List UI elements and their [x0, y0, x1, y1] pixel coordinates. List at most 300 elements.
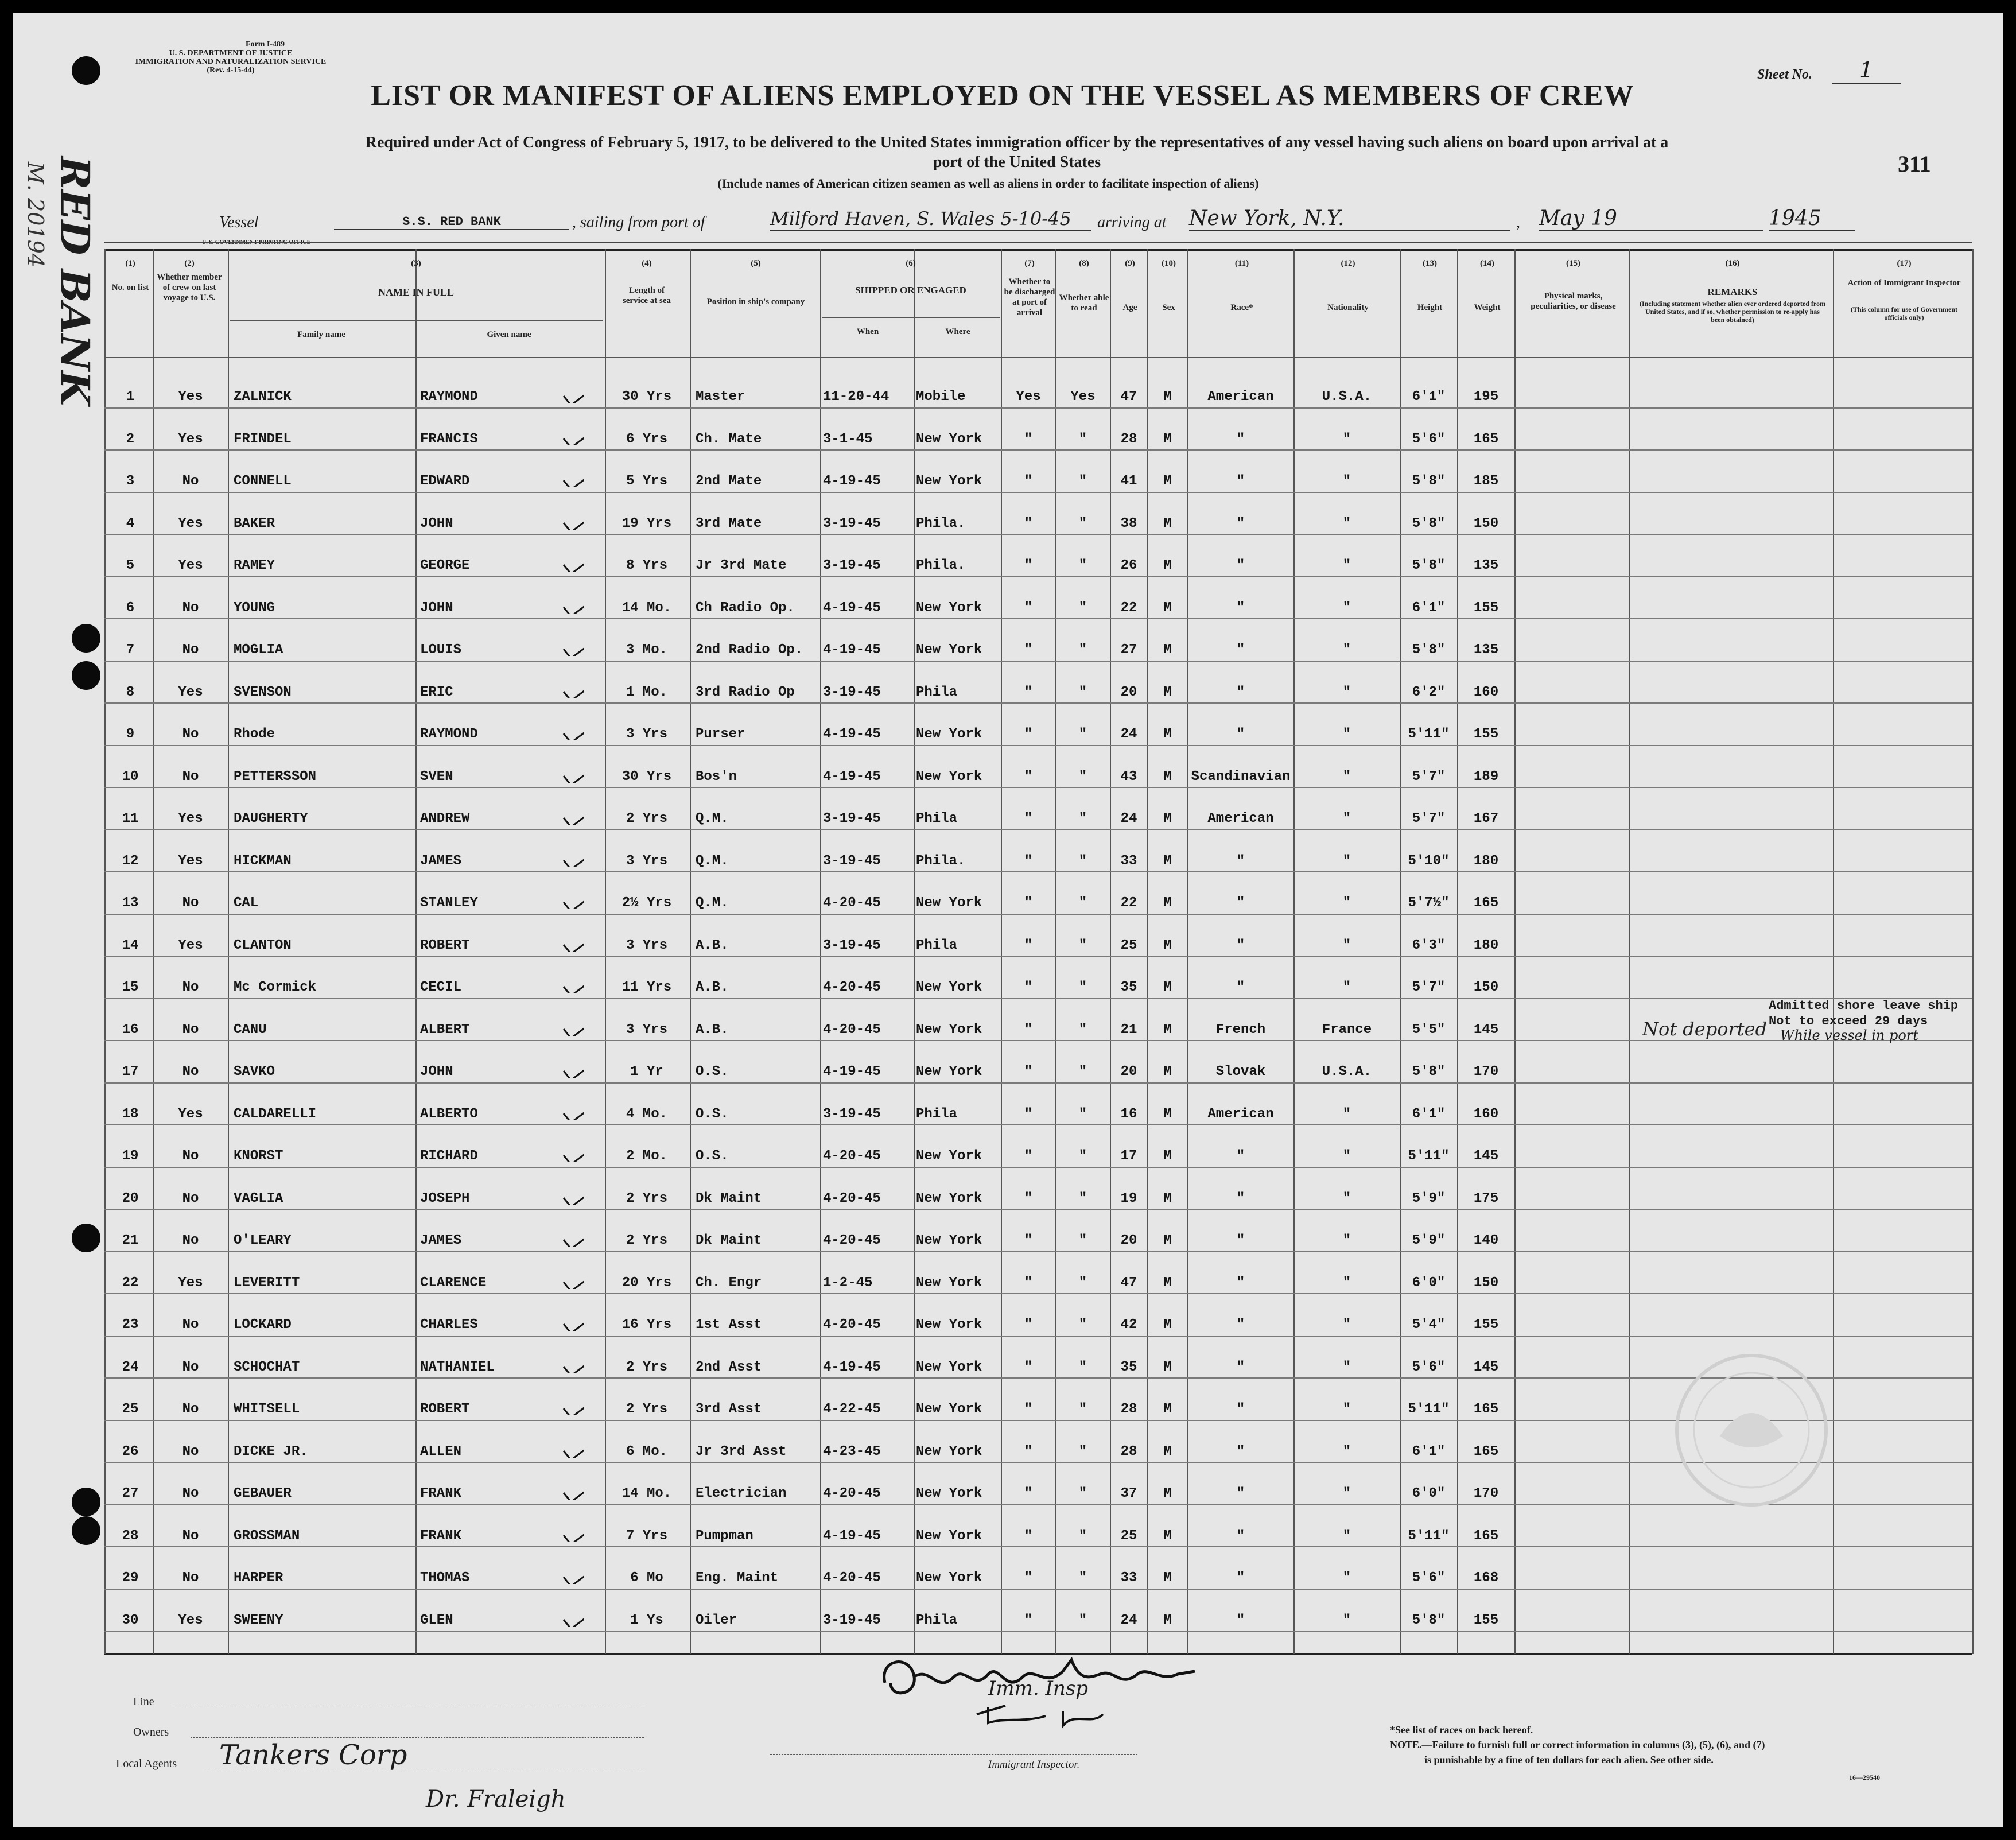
col4-label: Length of service at sea [622, 286, 671, 305]
page-stamp: 311 [1898, 151, 1931, 177]
cell-height: 6'1" [1412, 1106, 1446, 1122]
col6-num: (6) [906, 259, 916, 268]
cell-family: YOUNG [234, 600, 275, 616]
cell-height: 5'11" [1408, 727, 1450, 742]
cell-nat: " [1342, 1148, 1351, 1164]
cell-where: New York [916, 1443, 982, 1459]
cell-family: ZALNICK [234, 389, 292, 405]
col17-num: (17) [1897, 259, 1912, 268]
arrival-date: May 19 [1539, 207, 1763, 231]
row-rule [104, 787, 1972, 788]
cell-height: 5'8" [1412, 473, 1446, 489]
footer-line-label: Line [133, 1695, 154, 1708]
cell-family: CONNELL [234, 473, 292, 489]
cell-race: " [1236, 1148, 1245, 1164]
cell-age: 38 [1120, 515, 1137, 531]
cell-age: 25 [1120, 937, 1137, 953]
cell-given: STANLEY [420, 895, 478, 911]
cell-when: 3-19-45 [823, 853, 881, 869]
check-mark-icon [561, 639, 584, 656]
cell-where: New York [916, 1190, 982, 1206]
cell-height: 5'9" [1412, 1190, 1446, 1206]
cell-read: " [1078, 558, 1087, 573]
punch-hole [72, 1224, 100, 1252]
cell-nat: " [1342, 1275, 1351, 1291]
check-mark-icon [561, 1272, 584, 1289]
cell-weight: 155 [1473, 727, 1499, 742]
sheet-label: Sheet No. [1757, 67, 1812, 82]
cell-given: RAYMOND [420, 727, 478, 742]
cell-service: 7 Yrs [626, 1528, 667, 1544]
cell-height: 6'3" [1412, 937, 1446, 953]
cell-sex: M [1163, 642, 1172, 658]
cell-no: 4 [126, 515, 135, 531]
subtitle [139, 133, 1895, 172]
cell-read: " [1078, 980, 1087, 995]
row-rule [104, 998, 1972, 999]
cell-last: No [182, 1022, 199, 1038]
cell-race: " [1236, 1190, 1245, 1206]
cell-where: New York [916, 980, 982, 995]
cell-disch: " [1024, 1612, 1033, 1628]
cell-service: 1 Yr [630, 1064, 663, 1080]
col10-label: Sex [1162, 303, 1175, 312]
cell-nat: " [1342, 1106, 1351, 1122]
cell-last: Yes [178, 1106, 203, 1122]
cell-height: 5'8" [1412, 515, 1446, 531]
cell-last: No [182, 1359, 199, 1375]
cell-age: 33 [1120, 1570, 1137, 1586]
cell-sex: M [1163, 1443, 1172, 1459]
cell-service: 14 Mo. [621, 1486, 672, 1501]
cell-last: No [182, 1190, 199, 1206]
grid-column-line [1972, 249, 1974, 1654]
cell-nat: " [1342, 1359, 1351, 1375]
cell-height: 5'4" [1412, 1317, 1446, 1333]
check-mark-icon [561, 513, 584, 530]
cell-position: Dk Maint [696, 1233, 762, 1248]
races-note: *See list of races on back hereof. [1390, 1724, 1533, 1736]
cell-height: 5'11" [1408, 1402, 1450, 1417]
grid-column-line [1457, 249, 1458, 1654]
cell-weight: 170 [1473, 1486, 1499, 1501]
cell-family: HARPER [234, 1570, 283, 1586]
cell-last: No [182, 1402, 199, 1417]
cell-height: 5'8" [1412, 558, 1446, 573]
cell-no: 8 [126, 684, 135, 700]
cell-position: Ch. Engr [696, 1275, 762, 1291]
cell-read: " [1078, 1402, 1087, 1417]
col8-num: (8) [1079, 259, 1089, 268]
cell-when: 4-20-45 [823, 1022, 881, 1038]
cell-given: ROBERT [420, 1402, 470, 1417]
punch-hole [72, 624, 100, 653]
cell-position: Jr 3rd Asst [696, 1443, 787, 1459]
cell-position: A.B. [696, 1022, 729, 1038]
cell-service: 6 Mo. [626, 1443, 667, 1459]
cell-height: 5'7" [1412, 980, 1446, 995]
cell-where: New York [916, 473, 982, 489]
col3-family: Family name [297, 330, 345, 339]
vessel-label: Vessel [219, 213, 259, 231]
cell-given: JOHN [420, 515, 453, 531]
cell-given: GEORGE [420, 558, 470, 573]
cell-given: ALBERT [420, 1022, 470, 1038]
cell-disch: " [1024, 1402, 1033, 1417]
cell-position: Q.M. [696, 811, 729, 826]
cell-disch: " [1024, 473, 1033, 489]
cell-race: American [1207, 811, 1274, 826]
subtitle-line2: port of the United States [933, 153, 1101, 171]
cell-where: New York [916, 1528, 982, 1544]
check-mark-icon [561, 1441, 584, 1458]
cell-age: 17 [1120, 1148, 1137, 1164]
cell-position: 3rd Asst [696, 1402, 762, 1417]
cell-given: FRANK [420, 1486, 462, 1501]
cell-height: 5'10" [1408, 853, 1450, 869]
cell-disch: " [1024, 1570, 1033, 1586]
cell-sex: M [1163, 937, 1172, 953]
arriving-label: arriving at [1097, 213, 1167, 231]
cell-no: 7 [126, 642, 135, 658]
cell-family: SVENSON [234, 684, 292, 700]
cell-age: 22 [1120, 600, 1137, 616]
cell-no: 14 [122, 937, 139, 953]
manifest-sheet: Form I-489 U. S. DEPARTMENT OF JUSTICE IMMIGRATION AND NATURALIZATION SERVICE (Rev. 4-15-44) Sheet No. 1 LIST OR MANIFEST OF ALIENS EMPLOYED ON THE VESSEL AS MEMBERS OF CREW Required under Act of Congress of February 5, 1917, to be delivered to the United States immigration officer by the representatives of any vessel having such aliens on board upon arrival at a port of the United States (Include names of American citizen seamen as well as aliens in order to facilitate inspection of aliens) 311 Vessel S.S. RED BANK , sailing from port of Milford Haven, S. Wales 5-10-45 arriving at New York, N.Y. , May 19 1945 RED BANK M. 20194 (1) No. on list (2) Whether member of crew on last voyage to U.S. (3) NAME IN FULL Family name Given name (4) Length of service at sea (5) Position in ship's company (6) SHIPPED OR ENGAGED When Where (7) Whether to be discharged at port of arrival (8) Whether able to read (9) Age (10) Sex (11) Race* (12) Nationality (13) Height (14) Weight (15) Physical marks, peculiarities, or disease (16) REMARKS (Including statement whether alien ever ordered deported from United States, and if so, whether permission to re-apply has been obtained) (17) Action of Immigrant Inspector (This column for use of Government officials only) 1 Yes ZALNICK RAYMOND 30 Yrs Master 11-20-44 Mobile Yes Yes 47 M American U.S.A. 6'1" 195 2 Yes FRINDEL FRANCIS 6 Yrs Ch. Mate 3-1-45 New York " " 28 M " " 5'6" 165 3 No CONNELL EDWARD 5 Yrs 2nd Mate 4-19-45 New York " " 41 M " " 5'8" 185 4 Yes BAKER JOHN 19 Yrs 3rd Mate 3-19-45 Phila. " " 38 M " " 5'8" 150 5 Yes RAMEY GEORGE 8 Yrs Jr 3rd Mate 3-19-45 Phila. " " 26 M " " 5'8" 135 6 No YOUNG JOHN 14 Mo. Ch Radio Op. 4-19-45 New York " " 22 M " " 6'1" 155 7 No MOGLIA LOUIS 3 Mo. 2nd Radio Op. 4-19-45 New York " " 27 M " " 5'8" 135 8 Yes SVENSON ERIC 1 Mo. 3rd Radio Op 3-19-45 Phila " " 20 M " " 6'2" 160 9 No Rhode RAYMOND 3 Yrs Purser 4-19-45 New York " " 24 M " " 5'11" 155 10 No PETTERSSON SVEN 30 Yrs Bos'n 4-19-45 New York " " 43 M Scandinavian " 5'7" 189 11 Yes DAUGHERTY ANDREW 2 Yrs Q.M. 3-19-45 Phila " " 24 M American " 5'7" 167 12 Yes HICKMAN JAMES 3 Yrs Q.M. 3-19-45 Phila. " " 33 M " " 5'10" 180 13 No CAL STANLEY 2½ Yrs Q.M. 4-20-45 New York " " 22 M " " 5'7½" 165 14 Yes CLANTON ROBERT 3 Yrs A.B. 3-19-45 Phila " " 25 M " " 6'3" 180 15 No Mc Cormick CECIL 11 Yrs A.B. 4-20-45 New York " " 35 M " " 5'7" 150 16 No CANU ALBERT 3 Yrs A.B. 4-20-45 New York " " 21 M French France 5'5" 145 17 No SAVKO JOHN 1 Yr O.S. 4-19-45 New York " " 20 M Slovak U.S.A. 5'8" 170 18 Yes CALDARELLI ALBERTO 4 Mo. O.S. 3-19-45 Phila " " 16 M American " 6'1" 160 19 No KNORST RICHARD 2 Mo. O.S. 4-20-45 New York " " 17 M " " 5'11" 145 20 No VAGLIA JOSEPH 2 Yrs Dk Maint 4-20-45 New York " " 19 M " " 5'9" 175 21 No O'LEARY JAMES 2 Yrs Dk Maint 4-20-45 New York " " 20 M " " 5'9" 140 22 Yes LEVERITT CLARENCE 20 Yrs Ch. Engr 1-2-45 New York " " 47 M " " 6'0" 150 23 No LOCKARD CHARLES 16 Yrs 1st Asst 4-20-45 New York " " 42 M " " 5'4" 155 24 No SCHOCHAT NATHANIEL 2 Yrs 2nd Asst 4-19-45 New York " " 35 M " " 5'6" 145 25 No WHITSELL ROBERT 2 Yrs 3rd Asst 4-22-45 New York " " 28 M " " 5'11" 165 26 No DICKE JR. ALLEN 6 Mo. Jr 3rd Asst 4-23-45 New York " " 28 M " " 6'1" 165 27 No GEBAUER FRANK 14 Mo. Electrician 4-20-45 New York " " 37 M " " 6'0" 170 28 No GROSSMAN FRANK 7 Yrs Pumpman 4-19-45 New York " " 25 M " " 5'11" 165 29 No HARPER THOMAS 6 Mo Eng. Maint 4-20-45 New York " " 33 M " " 5'6" 168 30 Yes SWEENY GLEN 1 Ys Oiler 3-19-45 Phila " " 24 M " " 5'8" 155 Not deported Admitted shore leave ship Not to exceed 29 days While vessel in port Imm. Insp Line Owners Local Agents Tankers Corp Dr. Fraleigh Immigrant Inspector. *See list of races on back hereof. NOTE.—Failure to furnish full or correct information in columns (3), (5), (6), and (7) is punishable by a fine of ten dollars for each alien. See other side. 16—29540 [13, 13, 2003, 1827]
cell-given: JOHN [420, 600, 453, 616]
cell-race: " [1236, 727, 1245, 742]
cell-given: NATHANIEL [420, 1359, 495, 1375]
cell-age: 20 [1120, 684, 1137, 700]
grid-column-line [1187, 249, 1188, 1654]
cell-last: Yes [178, 1612, 203, 1628]
check-mark-icon [561, 1103, 584, 1120]
action-line1: Admitted shore leave ship [1769, 999, 1959, 1013]
check-mark-icon [561, 1482, 584, 1500]
cell-race: Slovak [1215, 1064, 1266, 1080]
cell-where: Phila. [916, 515, 966, 531]
check-mark-icon [561, 1356, 584, 1373]
col14-label: Weight [1474, 303, 1501, 312]
cell-last: No [182, 473, 199, 489]
page-title: LIST OR MANIFEST OF ALIENS EMPLOYED ON THE VESSEL AS MEMBERS OF CREW [371, 79, 1634, 112]
cell-age: 47 [1120, 389, 1137, 405]
cell-age: 41 [1120, 473, 1137, 489]
cell-where: New York [916, 1486, 982, 1501]
cell-position: A.B. [696, 980, 729, 995]
cell-weight: 180 [1473, 853, 1499, 869]
sailing-label: , sailing from port of [572, 213, 705, 231]
col1-num: (1) [125, 259, 135, 268]
cell-last: No [182, 1570, 199, 1586]
cell-sex: M [1163, 980, 1172, 995]
cell-height: 5'8" [1412, 1064, 1446, 1080]
cell-service: 30 Yrs [621, 389, 672, 405]
cell-height: 6'0" [1412, 1275, 1446, 1291]
subtitle-line1: Required under Act of Congress of February 5, 1917, to be delivered to the United States immigration officer by the representatives of any vessel having such aliens on board upon arrival at a [365, 134, 1669, 152]
cell-height: 6'1" [1412, 389, 1446, 405]
cell-service: 20 Yrs [621, 1275, 672, 1291]
cell-no: 22 [122, 1275, 139, 1291]
cell-sex: M [1163, 1275, 1172, 1291]
cell-sex: M [1163, 1486, 1172, 1501]
cell-no: 24 [122, 1359, 139, 1375]
col7-num: (7) [1024, 259, 1035, 268]
cell-when: 4-20-45 [823, 980, 881, 995]
cell-last: No [182, 1148, 199, 1164]
cell-disch: " [1024, 1190, 1033, 1206]
cell-position: 2nd Radio Op. [696, 642, 803, 658]
cell-sex: M [1163, 1233, 1172, 1248]
cell-family: SWEENY [234, 1612, 283, 1628]
check-mark-icon [561, 470, 584, 487]
cell-age: 24 [1120, 811, 1137, 826]
cell-where: New York [916, 727, 982, 742]
cell-read: " [1078, 1359, 1087, 1375]
cell-height: 6'0" [1412, 1486, 1446, 1501]
check-mark-icon [561, 1567, 584, 1584]
cell-no: 10 [122, 768, 139, 785]
cell-read: " [1078, 431, 1087, 447]
cell-sex: M [1163, 1317, 1172, 1333]
cell-when: 1-2-45 [823, 1275, 873, 1291]
cell-disch: " [1024, 431, 1033, 447]
cell-given: THOMAS [420, 1570, 470, 1586]
cell-age: 20 [1120, 1233, 1137, 1248]
row-rule [104, 449, 1972, 451]
print-code: 16—29540 [1849, 1773, 1880, 1781]
grid-column-line [1110, 249, 1111, 1654]
cell-given: FRANK [420, 1528, 462, 1544]
grid-column-line [1293, 249, 1295, 1654]
cell-weight: 175 [1473, 1190, 1499, 1206]
cell-race: " [1236, 1443, 1245, 1459]
cell-disch: Yes [1016, 389, 1041, 405]
cell-family: GEBAUER [234, 1486, 292, 1501]
col17-label: Action of Immigrant Inspector [1847, 278, 1961, 288]
row-rule [104, 492, 1972, 493]
cell-where: New York [916, 1570, 982, 1586]
cell-no: 27 [122, 1486, 139, 1501]
cell-read: " [1078, 895, 1087, 911]
cell-service: 3 Yrs [626, 727, 667, 742]
cell-weight: 145 [1473, 1359, 1499, 1375]
cell-race: " [1236, 1612, 1245, 1628]
cell-last: No [182, 727, 199, 742]
cell-height: 5'11" [1408, 1528, 1450, 1544]
cell-given: RAYMOND [420, 389, 478, 405]
cell-read: " [1078, 1106, 1087, 1122]
cell-family: SAVKO [234, 1064, 275, 1080]
cell-where: New York [916, 895, 982, 911]
footer-agents-label: Local Agents [116, 1757, 177, 1770]
grid-column-line [1055, 249, 1056, 1654]
port-from: Milford Haven, S. Wales 5-10-45 [770, 208, 1091, 231]
cell-weight: 150 [1473, 515, 1499, 531]
cell-sex: M [1163, 768, 1172, 785]
cell-height: 5'7" [1412, 768, 1446, 785]
row-rule [104, 1631, 1972, 1632]
col14-num: (14) [1480, 259, 1494, 268]
cell-sex: M [1163, 811, 1172, 826]
cell-nat: " [1342, 684, 1351, 700]
cell-service: 19 Yrs [621, 515, 672, 531]
check-mark-icon [561, 892, 584, 909]
cell-nat: " [1342, 811, 1351, 826]
cell-where: New York [916, 1275, 982, 1291]
cell-given: CLARENCE [420, 1275, 487, 1291]
cell-read: " [1078, 811, 1087, 826]
cell-family: CANU [234, 1022, 267, 1038]
cell-last: No [182, 895, 199, 911]
cell-disch: " [1024, 1443, 1033, 1459]
cell-read: " [1078, 768, 1087, 785]
cell-last: Yes [178, 937, 203, 953]
cell-age: 28 [1120, 1443, 1137, 1459]
cell-sex: M [1163, 853, 1172, 869]
cell-weight: 160 [1473, 684, 1499, 700]
cell-position: O.S. [696, 1064, 729, 1080]
cell-where: Phila [916, 811, 958, 826]
cell-no: 1 [126, 389, 135, 405]
cell-when: 4-22-45 [823, 1402, 881, 1417]
cell-when: 4-19-45 [823, 727, 881, 742]
vessel-name: S.S. RED BANK [334, 215, 569, 230]
cell-when: 3-19-45 [823, 684, 881, 700]
col2-label: Whether member of crew on last voyage to U.S. [157, 273, 222, 302]
cell-read: " [1078, 684, 1087, 700]
col11-label: Race* [1230, 303, 1253, 312]
cell-when: 3-19-45 [823, 558, 881, 573]
cell-sex: M [1163, 1359, 1172, 1375]
cell-disch: " [1024, 895, 1033, 911]
cell-service: 2 Mo. [626, 1148, 667, 1164]
cell-weight: 145 [1473, 1148, 1499, 1164]
cell-disch: " [1024, 1022, 1033, 1038]
cell-sex: M [1163, 1064, 1172, 1080]
cell-service: 14 Mo. [621, 600, 672, 616]
cell-position: O.S. [696, 1148, 729, 1164]
cell-where: New York [916, 431, 982, 447]
cell-given: JAMES [420, 1233, 462, 1248]
cell-service: 6 Yrs [626, 431, 667, 447]
cell-weight: 168 [1473, 1570, 1499, 1586]
cell-nat: " [1342, 1528, 1351, 1544]
cell-disch: " [1024, 1148, 1033, 1164]
action-line3: While vessel in port [1780, 1027, 1918, 1043]
cell-read: " [1078, 1486, 1087, 1501]
cell-last: No [182, 1317, 199, 1333]
cell-disch: " [1024, 515, 1033, 531]
col3-num: (3) [411, 259, 421, 268]
form-id-block [104, 40, 357, 75]
cell-read: " [1078, 1570, 1087, 1586]
cell-disch: " [1024, 937, 1033, 953]
row-rule [104, 1082, 1972, 1084]
cell-position: Jr 3rd Mate [696, 558, 787, 573]
cell-height: 5'7½" [1408, 895, 1450, 911]
col16-note: (Including statement whether alien ever ordered deported from United States, and if so, whether permission to re-apply has been obtained) [1639, 300, 1826, 324]
cell-service: 2 Yrs [626, 1190, 667, 1206]
col6-where: Where [945, 327, 970, 336]
cell-race: " [1236, 937, 1245, 953]
punch-hole [72, 1488, 100, 1516]
cell-no: 25 [122, 1402, 139, 1417]
cell-position: 1st Asst [696, 1317, 762, 1333]
cell-race: " [1236, 1528, 1245, 1544]
cell-race: American [1207, 1106, 1274, 1122]
cell-disch: " [1024, 684, 1033, 700]
cell-where: New York [916, 1359, 982, 1375]
cell-disch: " [1024, 1233, 1033, 1248]
cell-where: Phila. [916, 558, 966, 573]
cell-when: 3-19-45 [823, 1106, 881, 1122]
cell-service: 5 Yrs [626, 473, 667, 489]
cell-given: CECIL [420, 980, 462, 995]
cell-position: 2nd Asst [696, 1359, 762, 1375]
cell-height: 6'1" [1412, 1443, 1446, 1459]
subtitle-note: (Include names of American citizen seamen as well as aliens in order to facilitate inspection of aliens) [717, 176, 1259, 191]
col6-when: When [856, 327, 879, 336]
cell-when: 11-20-44 [823, 389, 889, 405]
revision: (Rev. 4-15-44) [207, 66, 255, 75]
cell-height: 6'2" [1412, 684, 1446, 700]
cell-family: GROSSMAN [234, 1528, 300, 1544]
cell-where: Phila [916, 937, 958, 953]
cell-last: Yes [178, 389, 203, 405]
col6-label: SHIPPED OR ENGAGED [855, 285, 966, 296]
cell-service: 2 Yrs [626, 1359, 667, 1375]
cell-family: LOCKARD [234, 1317, 292, 1333]
row-rule [104, 1589, 1972, 1590]
cell-age: 26 [1120, 558, 1137, 573]
cell-weight: 165 [1473, 1528, 1499, 1544]
cell-family: LEVERITT [234, 1275, 300, 1291]
check-mark-icon [561, 1398, 584, 1415]
cell-position: Pumpman [696, 1528, 753, 1544]
row-rule [104, 1167, 1972, 1168]
col17-note: (This column for use of Government officials only) [1850, 305, 1958, 321]
cell-nat: " [1342, 727, 1351, 742]
cell-sex: M [1163, 1528, 1172, 1544]
cell-when: 3-19-45 [823, 937, 881, 953]
arrival-year: 1945 [1769, 207, 1855, 231]
margin-vessel-name: RED BANK [51, 156, 99, 406]
cell-race: " [1236, 1570, 1245, 1586]
col15-num: (15) [1566, 259, 1580, 268]
cell-disch: " [1024, 558, 1033, 573]
check-mark-icon [561, 554, 584, 572]
sheet-number: 1 [1832, 57, 1901, 84]
cell-read: " [1078, 642, 1087, 658]
check-mark-icon [561, 1061, 584, 1078]
cell-when: 4-19-45 [823, 642, 881, 658]
grid-column-line [820, 249, 821, 1654]
cell-last: Yes [178, 853, 203, 869]
grid-column-line [914, 249, 915, 1654]
cell-position: O.S. [696, 1106, 729, 1122]
col1-label: No. on list [111, 283, 149, 292]
cell-race: " [1236, 1486, 1245, 1501]
cell-service: 16 Yrs [621, 1317, 672, 1333]
cell-last: No [182, 642, 199, 658]
cell-weight: 155 [1473, 1317, 1499, 1333]
row-rule [104, 534, 1972, 535]
cell-nat: " [1342, 895, 1351, 911]
check-mark-icon [561, 1609, 584, 1627]
cell-read: " [1078, 600, 1087, 616]
cell-disch: " [1024, 1275, 1033, 1291]
